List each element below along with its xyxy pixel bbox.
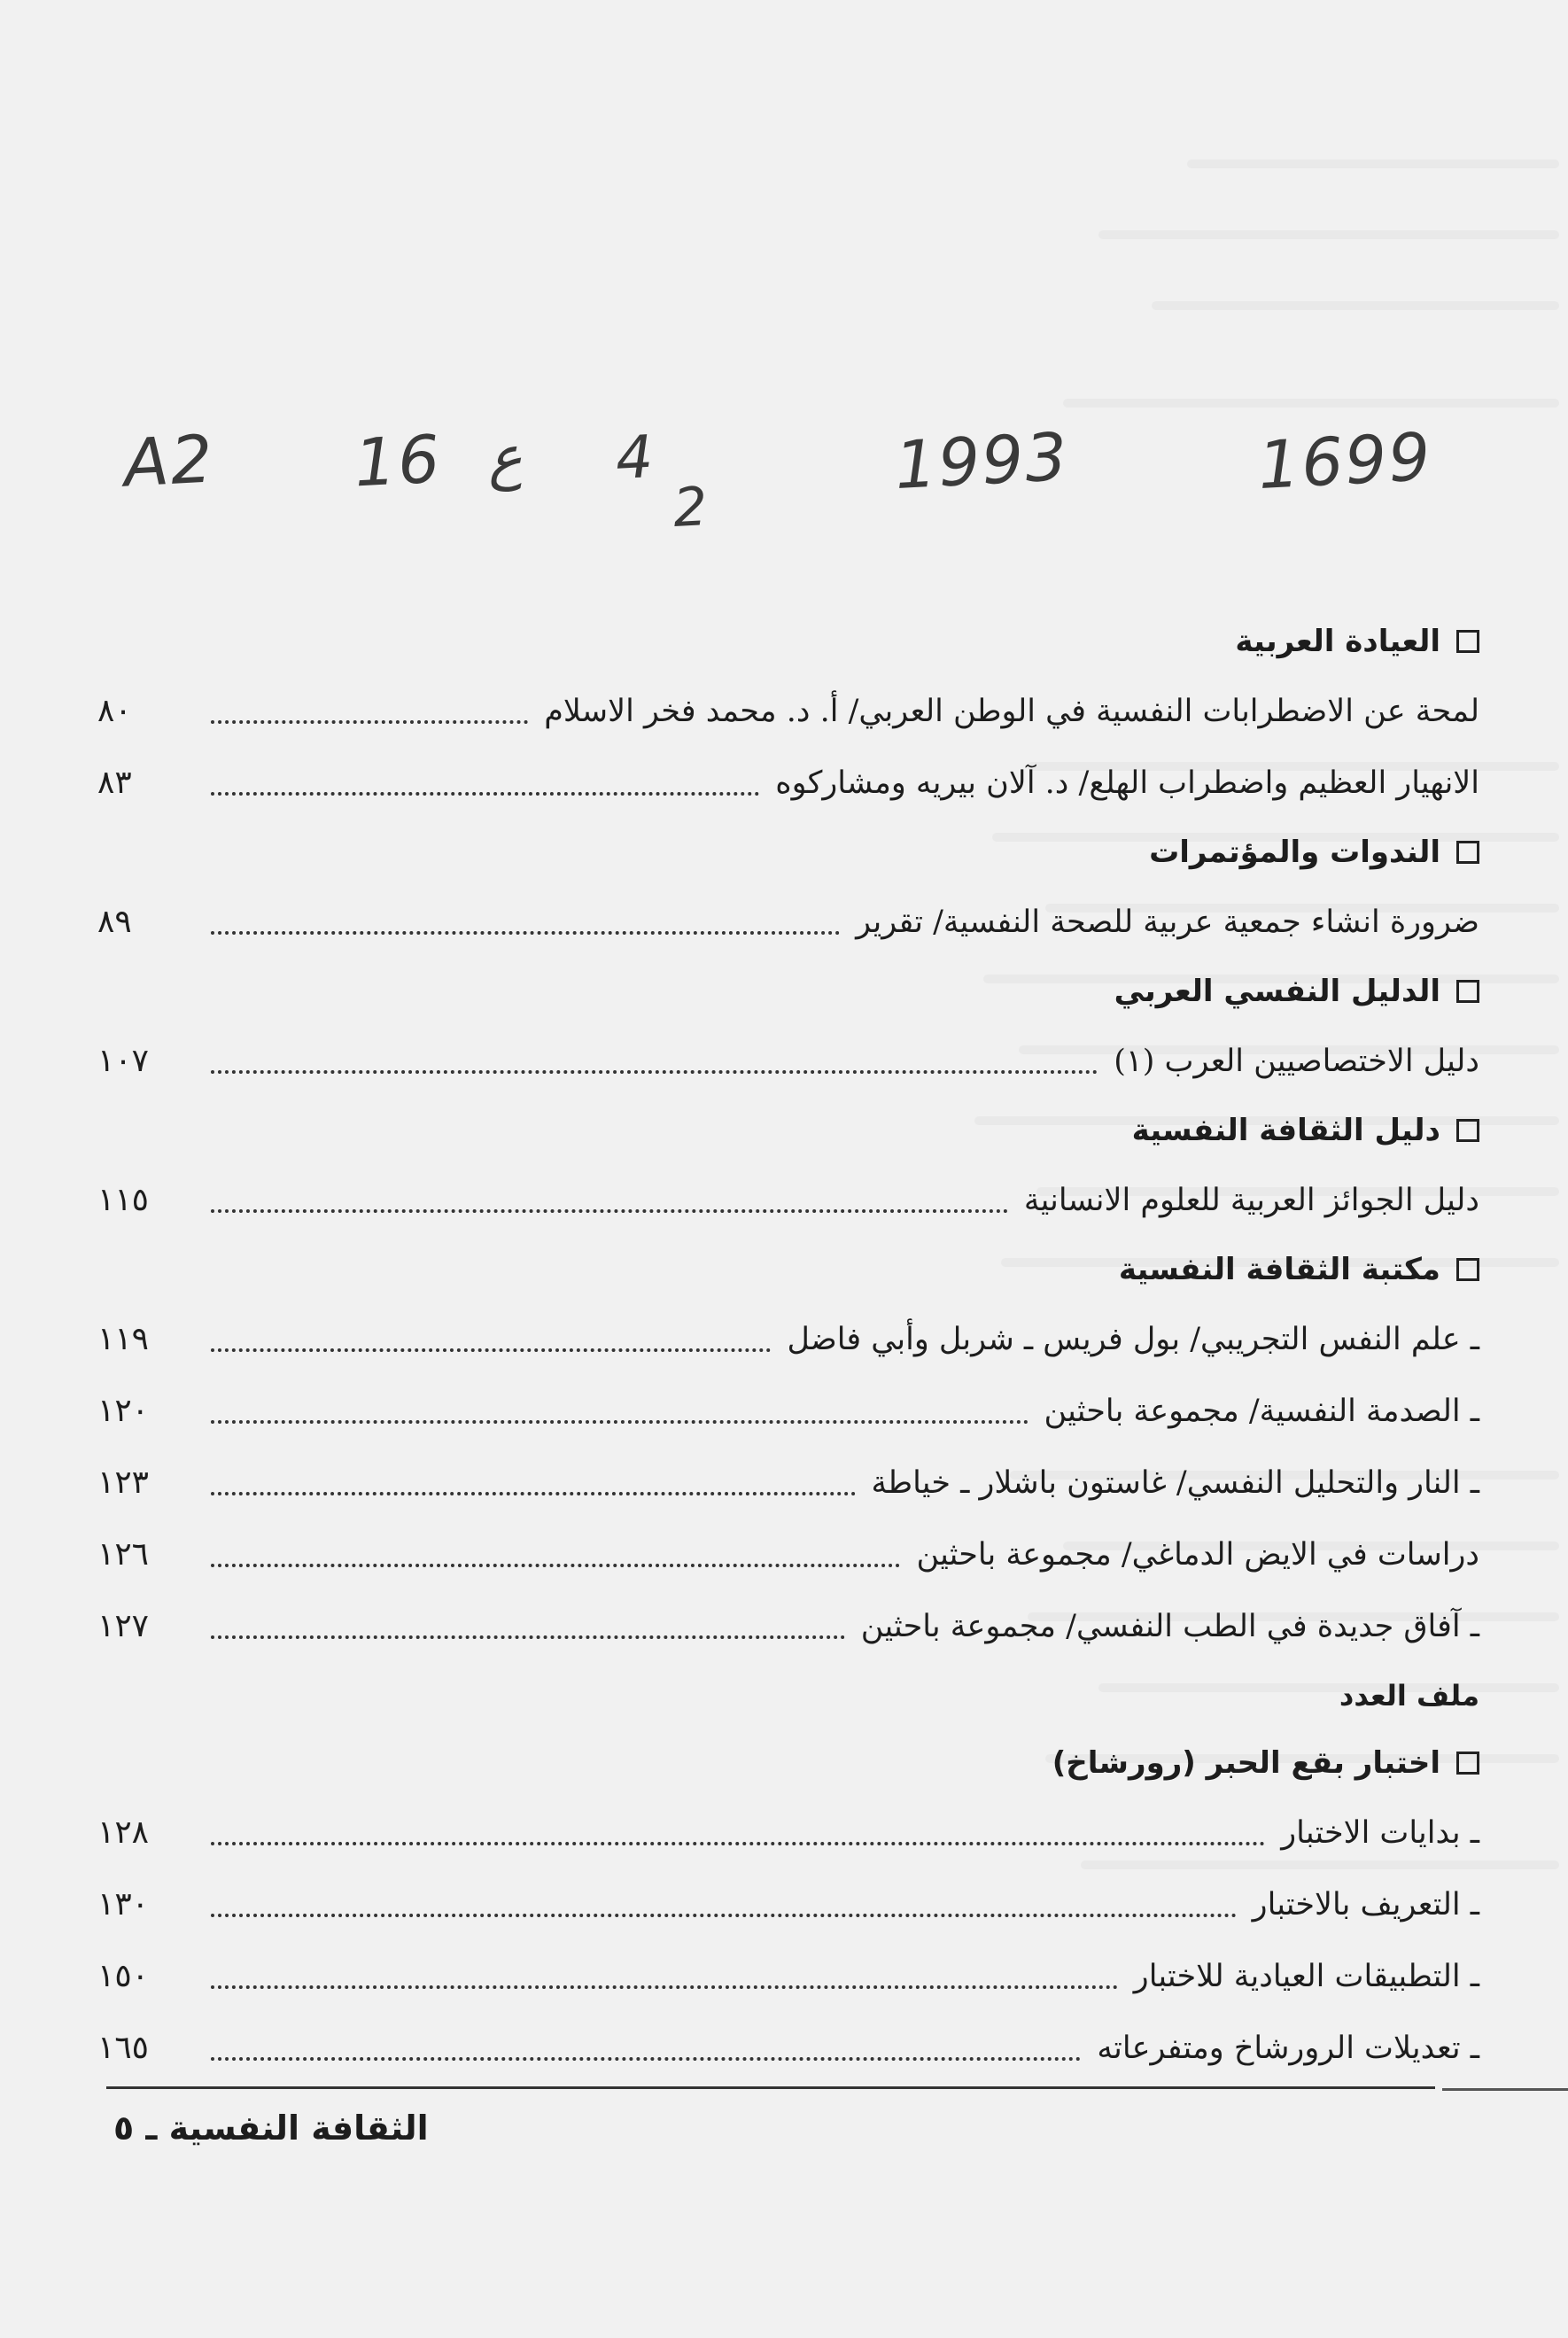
section-heading-text: دليل الثقافة النفسية xyxy=(1131,1113,1440,1148)
toc-page-number: ١٢٦ xyxy=(97,1536,150,1573)
toc-entry-title: ـ التطبيقات العيادية للاختبار xyxy=(1133,1958,1479,1994)
toc-entry xyxy=(97,1303,1479,1375)
footer-divider xyxy=(106,2086,1435,2089)
dot-leader xyxy=(211,2057,1081,2061)
toc-entry xyxy=(97,747,1479,819)
section-heading xyxy=(97,1729,1479,1797)
section-heading xyxy=(97,1097,1479,1164)
toc-entry-title: ـ التعريف بالاختبار xyxy=(1252,1886,1479,1922)
checkbox-square-icon xyxy=(1456,1258,1479,1281)
toc-entry xyxy=(97,1447,1479,1519)
toc-page-number: ١٢٣ xyxy=(97,1464,150,1501)
toc-entry-title: الانهيار العظيم واضطراب الهلع/ د. آلان بيريه ومشاركوه xyxy=(775,765,1479,801)
section-heading-text: اختبار بقع الحبر (رورشاخ) xyxy=(1052,1745,1440,1781)
toc-entry xyxy=(97,1868,1479,1940)
toc-entry xyxy=(97,1025,1479,1097)
toc-entry-title: لمحة عن الاضطرابات النفسية في الوطن العربي/ أ. د. محمد فخر الاسلام xyxy=(544,693,1479,729)
toc-page-number: ٨٣ xyxy=(97,765,132,801)
section-heading-text: الدليل النفسي العربي xyxy=(1114,974,1440,1009)
dot-leader xyxy=(211,1348,771,1352)
dot-leader xyxy=(211,1492,856,1495)
toc-entry xyxy=(97,2012,1479,2084)
toc-entry-title: دراسات في الايض الدماغي/ مجموعة باحثين xyxy=(916,1536,1479,1573)
footer-divider-right xyxy=(1442,2088,1568,2091)
toc-page-number: ١٢٠ xyxy=(97,1393,150,1429)
toc-page-number: ١١٥ xyxy=(97,1182,150,1218)
toc-page-number: ١٢٧ xyxy=(97,1608,150,1644)
table-of-contents xyxy=(97,608,1479,2084)
dot-leader xyxy=(211,1914,1237,1917)
toc-page-number: ١٠٧ xyxy=(97,1043,150,1079)
section-heading-text: الندوات والمؤتمرات xyxy=(1149,835,1440,870)
handwritten-mark: A2 xyxy=(121,421,216,502)
dot-leader xyxy=(211,792,759,796)
dot-leader xyxy=(211,931,840,935)
toc-page-number: ١٦٥ xyxy=(97,2030,150,2066)
toc-entry xyxy=(97,1590,1479,1662)
dot-leader xyxy=(211,1070,1098,1074)
dot-leader xyxy=(211,1842,1265,1845)
toc-page-number: ١٢٨ xyxy=(97,1814,150,1851)
section-heading xyxy=(97,1236,1479,1303)
toc-entry xyxy=(97,1519,1479,1590)
toc-page-number: ١١٩ xyxy=(97,1321,150,1357)
page-footer: الثقافة النفسية ـ ٥ xyxy=(113,2109,429,2148)
checkbox-square-icon xyxy=(1456,980,1479,1003)
checkbox-square-icon xyxy=(1456,1752,1479,1775)
toc-entry-title: ـ الصدمة النفسية/ مجموعة باحثين xyxy=(1044,1393,1479,1429)
toc-entry-title: ـ تعديلات الرورشاخ ومتفرعاته xyxy=(1097,2030,1479,2066)
handwritten-mark: 16 xyxy=(352,421,444,502)
handwritten-archive-note xyxy=(121,418,1434,556)
checkbox-square-icon xyxy=(1456,1119,1479,1142)
handwritten-mark: 2 xyxy=(671,475,710,540)
toc-page-number: ١٣٠ xyxy=(97,1886,150,1922)
checkbox-square-icon xyxy=(1456,630,1479,653)
section-heading xyxy=(97,958,1479,1025)
toc-entry xyxy=(97,1797,1479,1868)
toc-entry-title: ـ علم النفس التجريبي/ بول فريس ـ شربل وأبي فاضل xyxy=(787,1321,1479,1357)
dot-leader xyxy=(211,1420,1029,1424)
toc-entry-title: دليل الاختصاصيين العرب (١) xyxy=(1114,1043,1479,1079)
issue-file-label: ملف العدد xyxy=(1339,1679,1479,1713)
toc-entry xyxy=(97,1940,1479,2012)
toc-entry-title: دليل الجوائز العربية للعلوم الانسانية xyxy=(1023,1182,1479,1218)
dot-leader xyxy=(211,1985,1118,1989)
toc-page-number: ٨٩ xyxy=(97,904,132,940)
toc-entry-title: ـ بدايات الاختبار xyxy=(1281,1814,1479,1851)
dot-leader xyxy=(211,1635,845,1639)
section-heading xyxy=(97,819,1479,886)
toc-entry-title: ـ النار والتحليل النفسي/ غاستون باشلار ـ خياطة xyxy=(871,1464,1479,1501)
dot-leader xyxy=(211,720,528,724)
dot-leader xyxy=(211,1564,900,1567)
toc-page-number: ٨٠ xyxy=(97,693,132,729)
toc-entry xyxy=(97,886,1479,958)
toc-entry xyxy=(97,675,1479,747)
dot-leader xyxy=(211,1209,1008,1213)
toc-entry xyxy=(97,1375,1479,1447)
handwritten-mark: ع xyxy=(485,423,524,493)
section-heading xyxy=(97,608,1479,675)
toc-entry-title: ـ آفاق جديدة في الطب النفسي/ مجموعة باحثين xyxy=(860,1608,1479,1644)
section-heading-text: مكتبة الثقافة النفسية xyxy=(1118,1252,1440,1287)
checkbox-square-icon xyxy=(1456,841,1479,864)
handwritten-mark: 1993 xyxy=(892,418,1071,505)
section-heading-text: العيادة العربية xyxy=(1235,624,1440,659)
toc-page-number: ١٥٠ xyxy=(97,1958,150,1994)
toc-entry xyxy=(97,1164,1479,1236)
toc-entry-title: ضرورة انشاء جمعية عربية للصحة النفسية/ تقرير xyxy=(856,904,1479,940)
handwritten-mark: 4 xyxy=(614,422,656,493)
handwritten-mark: 1699 xyxy=(1255,418,1434,505)
